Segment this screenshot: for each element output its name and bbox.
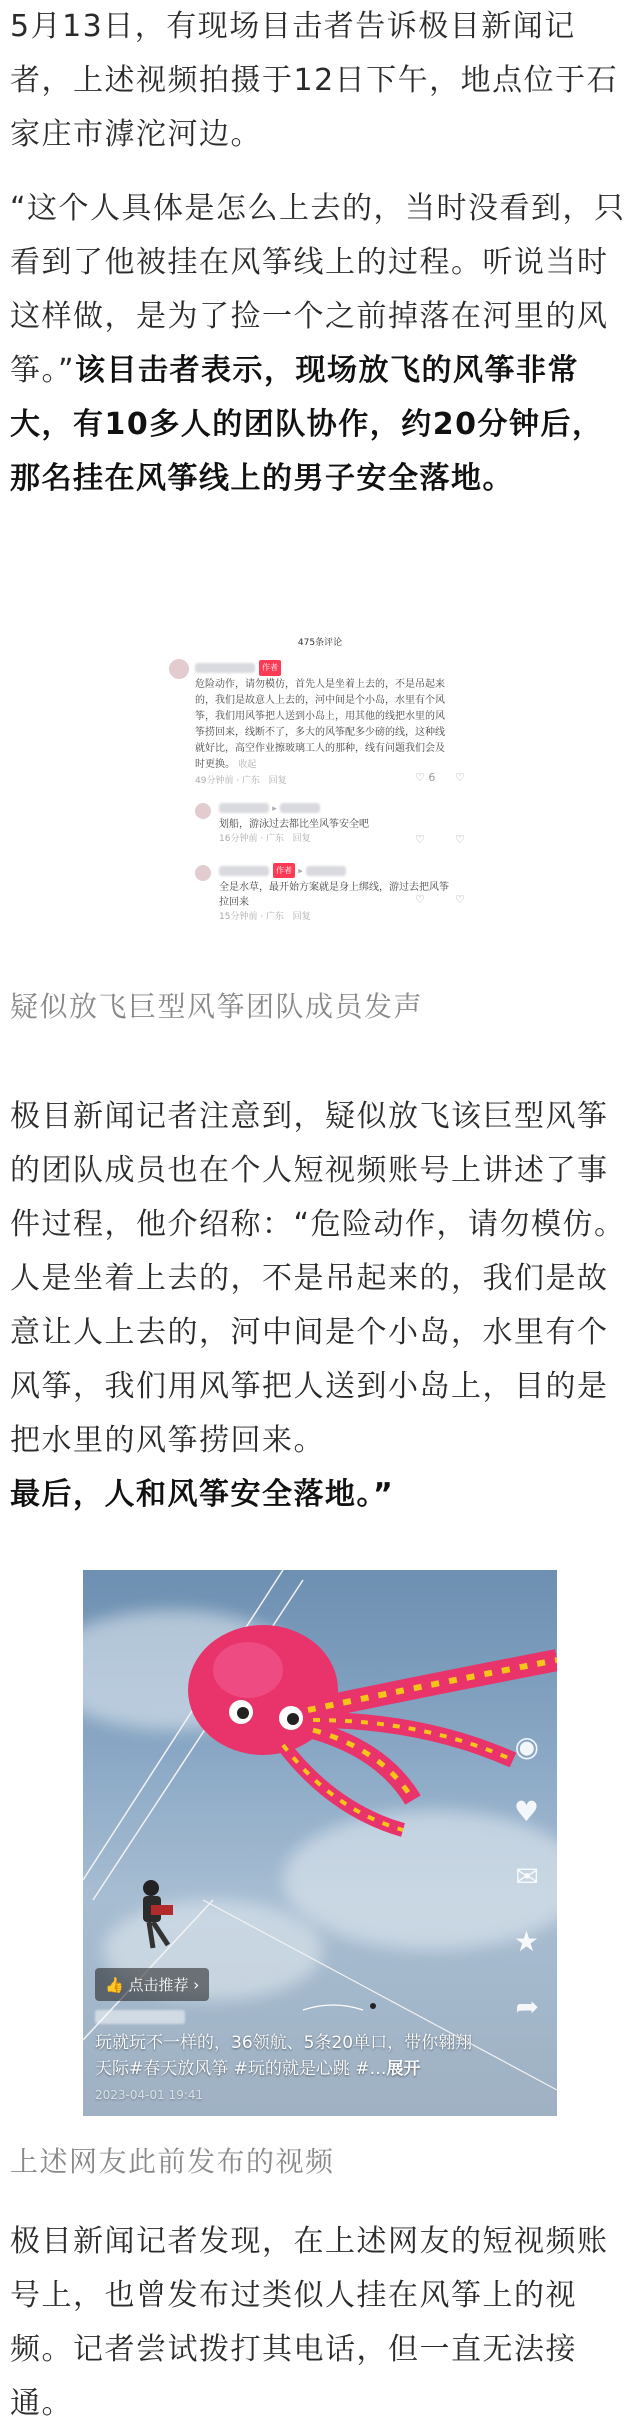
- reply-link[interactable]: 回复: [268, 776, 287, 786]
- dislike-icon[interactable]: ♡: [455, 771, 465, 784]
- comment-1-meta: 49分钟前 · 广东 回复: [195, 776, 287, 786]
- author-tag: 作者: [259, 660, 281, 676]
- reply-link[interactable]: 回复: [292, 911, 311, 922]
- image-caption-comments: 疑似放飞巨型风筝团队成员发声: [10, 990, 424, 1023]
- bold-conclusion: 最后，人和风筝安全落地。”: [10, 1477, 395, 1512]
- dislike-icon[interactable]: ♡: [455, 833, 465, 846]
- paragraph-4: [10, 2215, 630, 2431]
- octopus-kite-icon: [188, 1625, 557, 1830]
- author-tag: 作者: [273, 863, 295, 878]
- bold-summary: 该目击者表示，现场放飞的风筝非常大，有10多人的团队协作，约20分钟后，那名挂在风筝线上的男子安全落地。: [10, 353, 604, 496]
- like-heart-icon[interactable]: ♡ 6: [415, 771, 436, 784]
- video-date: 2023-04-01 19:41: [95, 2088, 204, 2102]
- paragraph-1: [10, 0, 630, 162]
- paragraph-4-text: 极目新闻记者发现，在上述网友的短视频账号上，也曾发布过类似人挂在风筝上的视频。记者尝试拨打其电话，但一直无法接通。: [10, 2224, 609, 2421]
- comment-3: 作者 ▸ 全是水草，最开始方案就是身上绑线，游过去把风筝拉回来 15分钟前 · 广东 回复: [219, 863, 449, 925]
- thumbs-up-icon: 👍: [105, 1976, 124, 1994]
- video-desc-text: 玩就玩不一样的，36领航、5条20单口，带你翱翔天际#春天放风筝 #玩的就是心跳 #…: [95, 2033, 473, 2079]
- hanging-person-icon: [143, 1880, 173, 1948]
- share-icon[interactable]: ➦: [515, 1990, 539, 2023]
- blurred-username: [95, 2010, 185, 2024]
- comment-1: [195, 660, 445, 789]
- avatar: [169, 659, 189, 679]
- dislike-icon[interactable]: ♡: [455, 893, 465, 906]
- blurred-username: [195, 663, 255, 673]
- like-heart-icon[interactable]: ♡: [415, 893, 425, 906]
- blurred-username: [219, 866, 269, 876]
- recommend-button[interactable]: 👍 点击推荐 ›: [95, 1968, 209, 2001]
- quote-text: “这个人具体是怎么上去的，当时没看到，只看到了他被挂在风筝线上的过程。听说当时这样做，是为了捡一个之前掉落在河里的风筝。”: [10, 191, 626, 388]
- expand-link[interactable]: 展开: [386, 2059, 421, 2079]
- favorite-star-icon[interactable]: ★: [513, 1925, 539, 1958]
- comment-count: 475条评论: [297, 638, 343, 648]
- paragraph-1-text: 5月13日，有现场目击者告诉极目新闻记者，上述视频拍摄于12日下午，地点位于石家庄市滹沱河边。: [10, 9, 619, 152]
- blurred-username: [219, 803, 269, 813]
- comment-2-text: 划船，游泳过去都比坐风筝安全吧: [219, 819, 369, 830]
- video-description: [95, 2004, 475, 2108]
- like-heart-icon[interactable]: ♥: [513, 1795, 539, 1828]
- avatar: [195, 865, 211, 881]
- reply-link[interactable]: 回复: [292, 834, 311, 844]
- paragraph-2: [10, 182, 630, 506]
- blurred-username: [306, 866, 346, 876]
- paragraph-3: [10, 1090, 630, 1522]
- comment-2: ▸ 划船，游泳过去都比坐风筝安全吧 16分钟前 · 广东 回复: [219, 801, 449, 847]
- avatar: [195, 803, 211, 819]
- like-heart-icon[interactable]: ♡: [415, 833, 425, 846]
- comment-icon[interactable]: ✉: [515, 1860, 539, 1893]
- comments-screenshot: [155, 625, 485, 945]
- video-frame[interactable]: [83, 1570, 557, 2116]
- statement-text: 极目新闻记者注意到，疑似放飞该巨型风筝的团队成员也在个人短视频账号上讲述了事件过程，他介绍称：“危险动作，请勿模仿。人是坐着上去的，不是吊起来的，我们是故意让人上去的，河中间是个小岛，水里有个风筝，我们用风筝把人送到小岛上，目的是把水里的风筝捞回来。: [10, 1099, 626, 1458]
- blurred-username: [280, 803, 320, 813]
- collapse-link[interactable]: 收起: [238, 760, 257, 770]
- comment-1-text: 危险动作，请勿模仿，首先人是坐着上去的，不是吊起来的，我们是故意人上去的，河中间是个小岛，水里有个风筝，我们用风筝把人送到小岛上，用其他的线把水里的风筝捞回来，线断不了，多大的风筝配多少磅的线，这种线就好比，高空作业擦玻璃工人的那种，线有问题我们会及时更换。 收起: [195, 679, 445, 770]
- avatar[interactable]: ◉: [514, 1730, 539, 1763]
- image-caption-video: 上述网友此前发布的视频: [10, 2145, 335, 2178]
- comment-3-text: 全是水草，最开始方案就是身上绑线，游过去把风筝拉回来: [219, 881, 449, 908]
